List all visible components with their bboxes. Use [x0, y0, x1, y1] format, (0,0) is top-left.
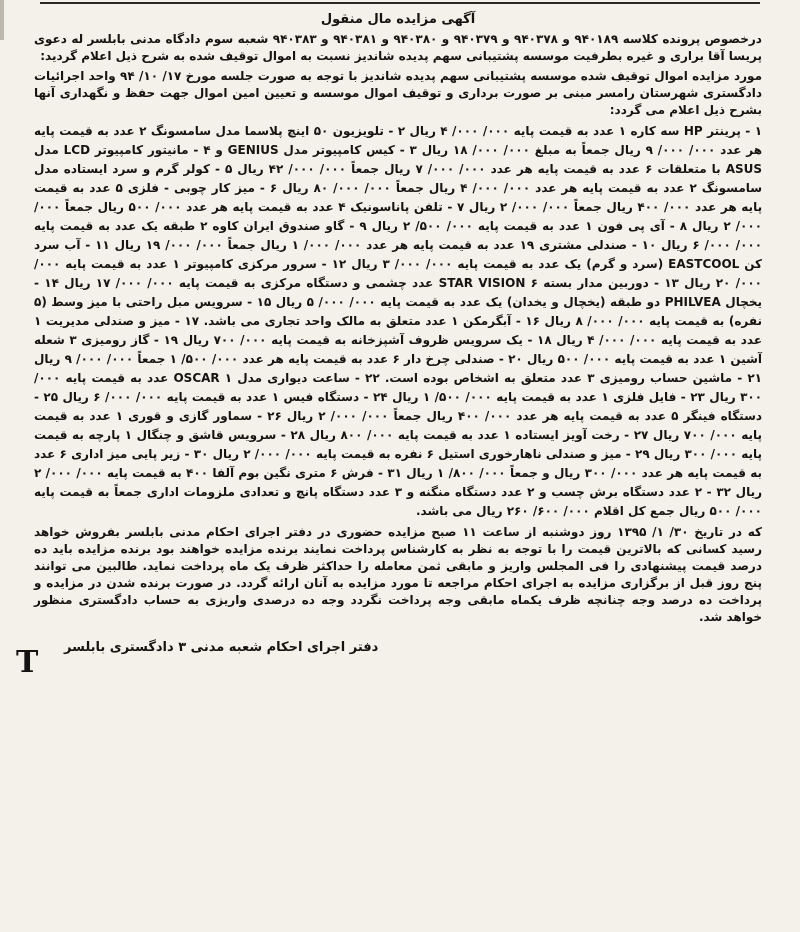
notice-intro: درخصوص پرونده کلاسه ۹۴۰۱۸۹ و ۹۴۰۳۷۸ و ۹۴۰۳۷۹ و ۹۴۰۳۸۰ و ۹۴۰۳۸۱ و ۹۴۰۳۸۳ شعبه سوم دادگاه مدنی بابلسر له دعوی پریسا آقا براری و غیره بطرفیت موسسه پشتیبانی سهم پدیده شاندیز نسبت به اموال توقیف شده به شرح ذیل اعلام گردید: — [34, 32, 762, 63]
top-rule — [40, 2, 760, 4]
auction-items-list: ۱ - پرینتر HP سه کاره ۱ عدد به قیمت پایه ۰۰۰/ ۰۰۰/ ۴ ریال ۲ - تلویزیون ۵۰ اینچ پلاسما مدل سامسونگ ۲ عدد به قیمت پایه هر عدد ۰۰۰/ ۰۰۰/ ۹ ریال جمعاً به مبلغ ۰۰۰/ ۰۰۰/ ۱۸ ریال ۳ - کیس کامپیوتر مدل GENIUS و ۴ - مانیتور کامپیوتر LCD مدل ASUS با متعلقات ۶ عدد به قیمت پایه هر عدد ۰۰۰/ ۰۰۰/ ۷ ریال جمعاً ۰۰۰/ ۰۰۰/ ۴۲ ریال ۵ - کولر گرم و سرد ایستاده مدل سامسونگ ۲ عدد به قیمت پایه هر عدد ۰۰۰/ ۰۰۰/ ۴ ریال جمعاً ۰۰۰/ ۰۰۰/ ۸۰ ریال ۶ - میز کار چوبی - فلزی ۵ عدد به قیمت پایه هر عدد ۰۰۰/ ۴۰۰ ریال جمعاً ۰۰۰/ ۰۰۰/ ۲ ریال ۷ - تلفن پاناسونیک ۴ عدد به قیمت پایه هر عدد ۰۰۰/ ۵۰۰ ریال جمعاً ۰۰۰/ ۰۰۰/ ۲ ریال ۸ - آی پی فون ۱ عدد به قیمت پایه ۰۰۰/ ۵۰۰/ ۲ ریال ۹ - گاو صندوق ایران کاوه ۲ طبقه یک عدد به قیمت پایه ۰۰۰/ ۰۰۰/ ۶ ریال ۱۰ - صندلی مشتری ۱۹ عدد به قیمت پایه هر عدد ۰۰۰/ ۰۰۰/ ۱ ریال جمعاً ۰۰۰/ ۰۰۰/ ۱۹ ریال ۱۱ - آب سرد کن EASTCOOL (سرد و گرم) یک عدد به قیمت پایه ۰۰۰/ ۰۰۰/ ۳ ریال ۱۲ - سرور مرکزی کامپیوتر ۱ عدد به قیمت پایه ۰۰۰/ ۰۰۰/ ۲۰ ریال ۱۳ - دوربین مدار بسته STAR VISION ۶ عدد چشمی و دستگاه مرکزی به قیمت پایه ۰۰۰/ ۰۰۰/ ۱۷ ریال ۱۴ - یخچال PHILVEA دو طبقه (یخچال و یخدان) یک عدد به قیمت پایه ۰۰۰/ ۰۰۰/ ۵ ریال ۱۵ - سرویس مبل راحتی با میز وسط (۵ نفره) به قیمت پایه ۰۰۰/ ۰۰۰/ ۸ ریال ۱۶ - آبگرمکن ۱ عدد متعلق به مالک واحد تجاری می باشد. ۱۷ - میز و صندلی مدیریت ۱ عدد به قیمت پایه ۰۰۰/ ۰۰۰/ ۴ ریال ۱۸ - یک سرویس ظروف آشپزخانه به قیمت پایه ۰۰۰/ ۷۰۰ ریال ۱۹ - گاز رومیزی ۳ شعله آشین ۱ عدد به قیمت پایه ۰۰۰/ ۵۰۰ ریال ۲۰ - صندلی چرخ دار ۶ عدد به قیمت پایه هر عدد ۰۰۰/ ۵۰۰/ ۱ جمعاً ۰۰۰/ ۰۰۰/ ۹ ریال ۲۱ - ماشین حساب رومیزی ۳ عدد متعلق به اشخاص بوده است. ۲۲ - ساعت دیواری مدل OSCAR ۱ عدد به قیمت پایه ۰۰۰/ ۳۰۰ ریال ۲۳ - فایل فلزی ۱ عدد به قیمت پایه ۰۰۰/ ۵۰۰/ ۱ ریال ۲۴ - دستگاه فیس ۱ عدد به قیمت پایه ۰۰۰/ ۰۰۰/ ۶ ریال ۲۵ - دستگاه فینگر ۵ عدد به قیمت پایه هر عدد ۰۰۰/ ۴۰۰ ریال جمعاً ۰۰۰/ ۰۰۰/ ۲ ریال ۲۶ - سماور گازی و قوری ۱ عدد به قیمت پایه ۰۰۰/ ۷۰۰ ریال ۲۷ - رخت آویز ایستاده ۱ عدد به قیمت پایه ۰۰۰/ ۸۰۰ ریال ۲۸ - سرویس قاشق و چنگال ۱ پارچه به قیمت پایه ۰۰۰/ ۳۰۰ ریال ۲۹ - میز و صندلی ناهارخوری استیل ۶ نفره به قیمت پایه ۰۰۰/ ۰۰۰/ ۲ ریال ۳۰ - زیر پایی میز اداری ۶ عدد به قیمت پایه هر عدد ۰۰۰/ ۳۰۰ ریال و جمعاً ۰۰۰/ ۸۰۰/ ۱ ریال ۳۱ - فرش ۶ متری نگین بوم آلفا ۴۰۰ به قیمت پایه ۰۰۰/ ۰۰۰/ ۲ ریال ۳۲ - ۲ عدد دستگاه برش چسب و ۲ عدد دستگاه منگنه و ۳ عدد دستگاه پانچ و تعدادی ملزومات اداری جمعاً به قیمت پایه ۰۰۰/ ۵۰۰ ریال جمع کل اقلام ۰۰۰/ ۶۰۰/ ۲۶۰ ریال می باشد. — [34, 124, 763, 518]
scan-edge-mark — [0, 0, 4, 40]
auction-terms: که در تاریخ ۳۰/ ۱/ ۱۳۹۵ روز دوشنبه از ساعت ۱۱ صبح مزایده حضوری در دفتر اجرای احکام مدنی بابلسر بفروش خواهد رسید کسانی که بالاترین قیمت را با توجه به نظر به کارشناس پرداخت نمایند برنده مزایده خواهند بود برنده مزایده باید ده درصد قیمت پیشنهادی را فی المجلس واریز و مابقی ثمن معامله را حداکثر ظرف یک ماه پرداخت نماید. طالبین می توانند پنج روز قبل از برگزاری مزایده به اجرای احکام مراجعه تا مورد مزایده به آنان ارائه گردد. در صورت برنده شدن در مزایده و پرداخت ده درصد وجه چنانچه ظرف یکماه مابقی وجه پرداخت نگردد وجه ده درصدی واریزی به حساب دادگستری منظور خواهد شد. — [34, 525, 762, 624]
page-marker: T — [16, 645, 39, 680]
notice-footer — [16, 640, 762, 680]
signature-line: دفتر اجرای احکام شعبه مدنی ۳ دادگستری بابلسر — [64, 640, 379, 655]
notice-title: آگهی مزایده مال منقول — [320, 12, 476, 27]
notice-subject: مورد مزایده اموال توقیف شده موسسه پشتیبانی سهم پدیده شاندیز با توجه به صورت جلسه مورخ ۱۷/ ۱۰/ ۹۴ واحد اجرائیات دادگستری شهرستان رامسر مبنی بر صورت برداری و توقیف اموال موسسه و تعیین امین اموال جهت حفظ و نگهداری آنها بشرح ذیل اعلام می گردد: — [34, 69, 762, 117]
